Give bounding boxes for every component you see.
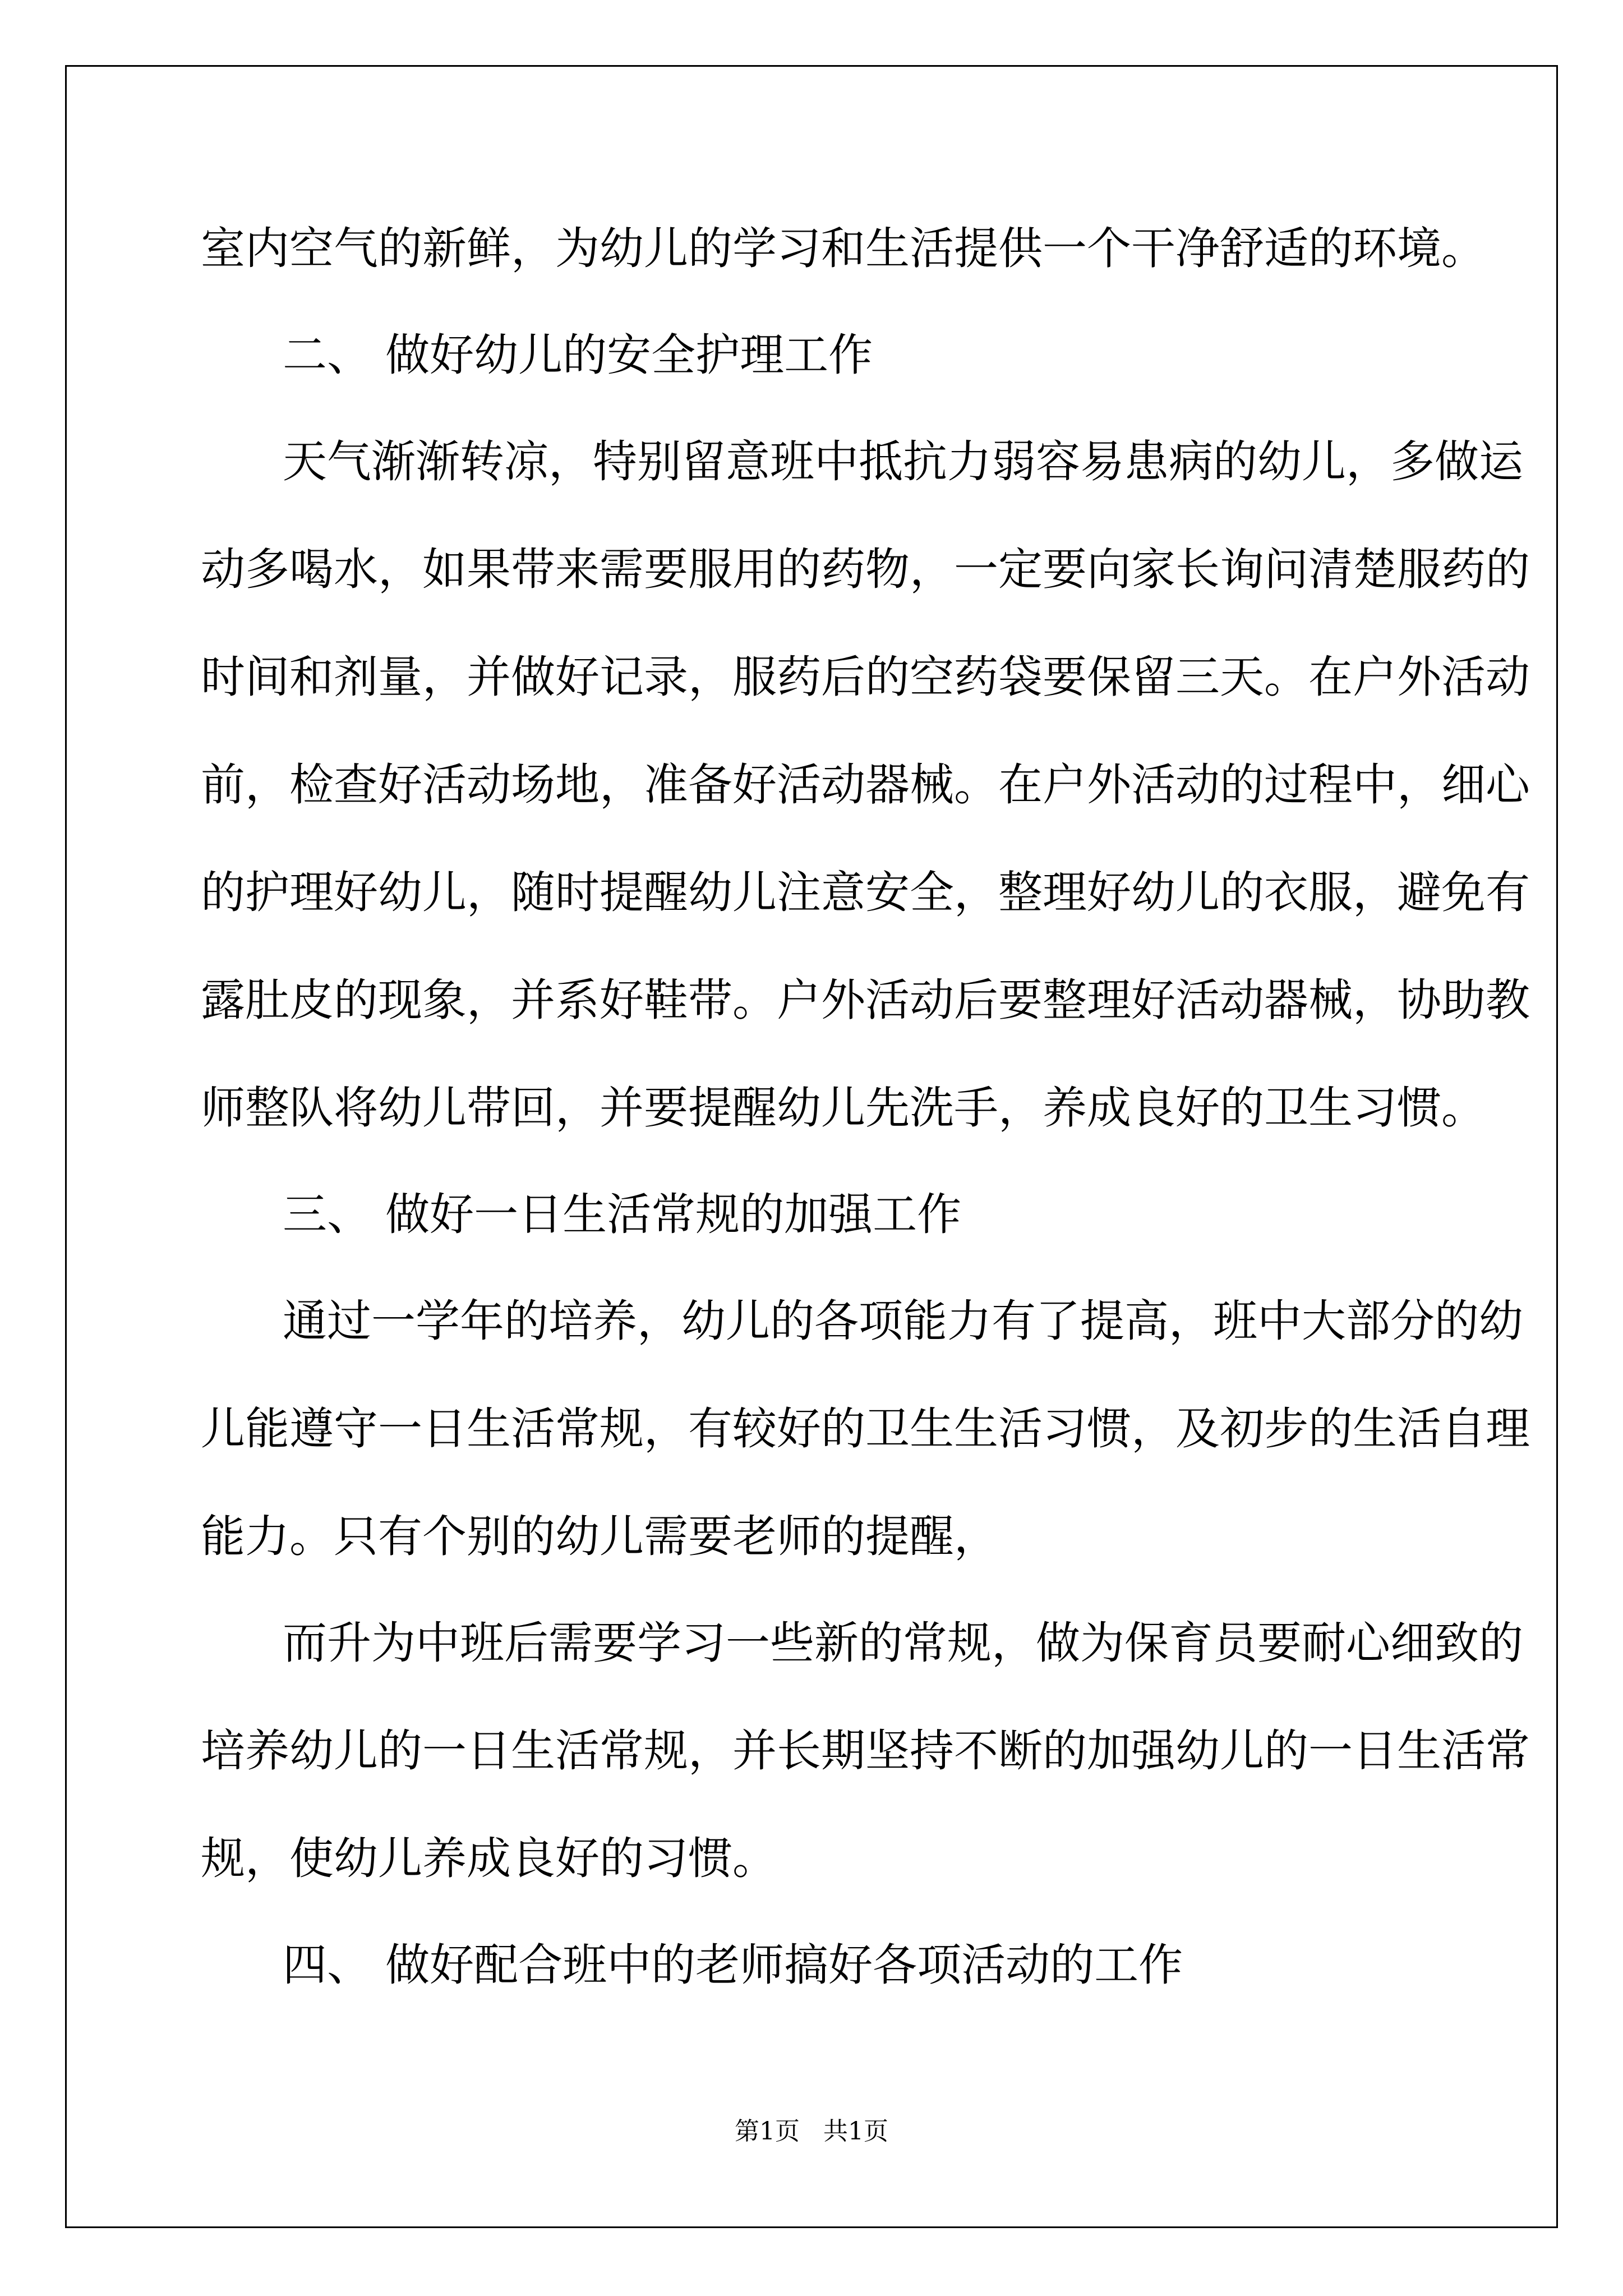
paragraph-line: 的护理好幼儿，随时提醒幼儿注意安全，整理好幼儿的衣服，避免有	[201, 867, 1530, 918]
page-footer: 第1页 共1页	[735, 2117, 888, 2146]
paragraph-line: 儿能遵守一日生活常规，有较好的卫生生活习惯，及初步的生活自理	[201, 1403, 1530, 1455]
section-heading-3: 三、 做好一日生活常规的加强工作	[283, 1189, 962, 1240]
page-border	[65, 65, 1558, 2228]
paragraph-line: 室内空气的新鲜，为幼儿的学习和生活提供一个干净舒适的环境。	[201, 223, 1486, 274]
paragraph-line: 培养幼儿的一日生活常规，并长期坚持不断的加强幼儿的一日生活常	[201, 1725, 1530, 1777]
paragraph-line: 天气渐渐转凉，特别留意班中抵抗力弱容易患病的幼儿，多做运	[283, 436, 1523, 487]
paragraph-line: 能力。只有个别的幼儿需要老师的提醒，	[201, 1511, 998, 1562]
section-heading-4: 四、 做好配合班中的老师搞好各项活动的工作	[283, 1939, 1183, 1991]
paragraph-line: 规，使幼儿养成良好的习惯。	[201, 1833, 777, 1884]
paragraph-line: 而升为中班后需要学习一些新的常规，做为保育员要耐心细致的	[283, 1617, 1523, 1669]
paragraph-line: 时间和剂量，并做好记录，服药后的空药袋要保留三天。在户外活动	[201, 651, 1530, 703]
paragraph-line: 前，检查好活动场地，准备好活动器械。在户外活动的过程中，细心	[201, 759, 1530, 811]
paragraph-line: 动多喝水，如果带来需要服用的药物，一定要向家长询问清楚服药的	[201, 544, 1530, 595]
paragraph-line: 露肚皮的现象，并系好鞋带。户外活动后要整理好活动器械，协助教	[201, 974, 1530, 1026]
paragraph-line: 师整队将幼儿带回，并要提醒幼儿先洗手，养成良好的卫生习惯。	[201, 1082, 1486, 1134]
section-heading-2: 二、 做好幼儿的安全护理工作	[283, 329, 873, 381]
paragraph-line: 通过一学年的培养，幼儿的各项能力有了提高，班中大部分的幼	[283, 1295, 1523, 1347]
